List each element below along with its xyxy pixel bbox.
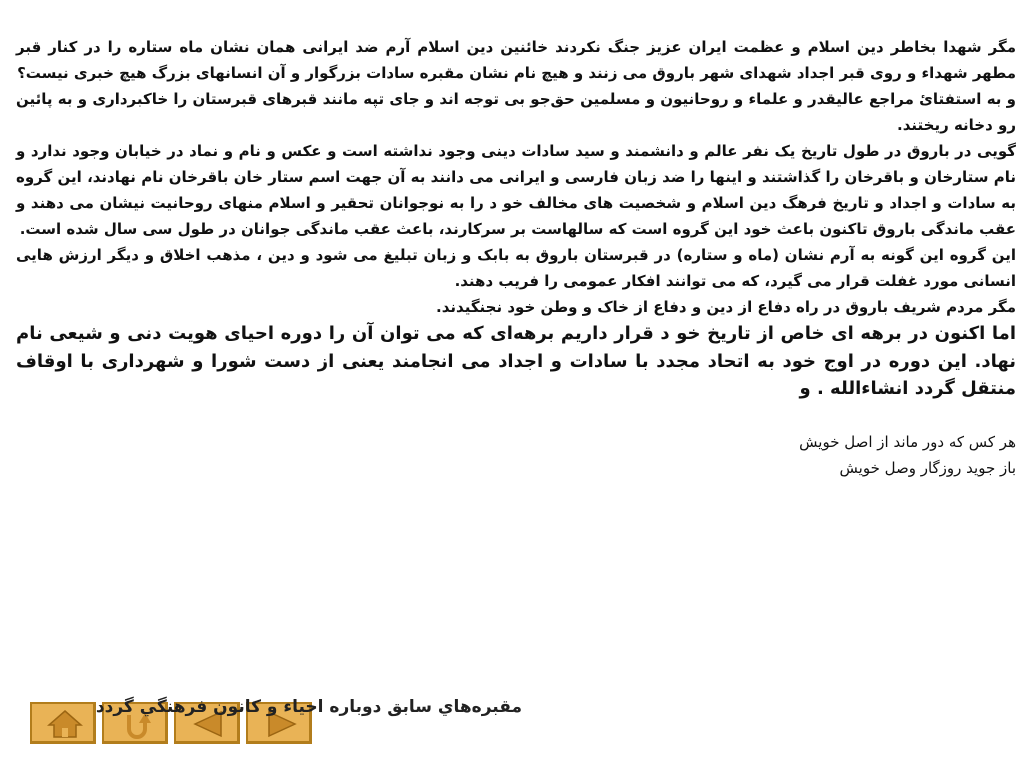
paragraph-4: این گروه این گونه به آرم نشان (ماه و ستاره) در قبرستان باروق به بابک و زبان تبلیغ می شود و دین ، مذهب اخلاق و دیگر ارزش هایی انسانی مورد غفلت قرار می گیرد، که می توانند افکار عمومی را فریب دهند.: [16, 246, 1016, 290]
poem-line-1: هر کس که دور ماند از اصل خویش: [799, 432, 1016, 451]
slide-caption: مقبره‌هاي سابق دوباره احياء و كانون فرهنگي گردد: [95, 697, 522, 717]
emphasized-paragraph: اما اکنون در برهه ای خاص از تاریخ خو د قرار داریم برهه‌ای که می توان آن را دوره احیای هویت دنی و شیعی نام نهاد. این دوره در اوج خود به اتحاد مجدد با سادات و اجداد می انجامند یعنی از دست شورا و شهرداری با اوقاف منتقل گردد انشاءالله . و: [16, 323, 1016, 399]
paragraph-1: مگر شهدا بخاطر دین اسلام و عظمت ایران عزیز جنگ نکردند خائنین دین اسلام آرم ضد ایرانی همان نشان ماه ستاره را در کنار قبر مطهر شهداء و روی قبر اجداد شهدای شهر باروق می زنند و هیچ نام نشان مقبره سادات بزرگوار و آن انسانهای بزرگ هیچ خبری نیست؟: [16, 38, 1016, 82]
paragraph-3: گویی در باروق در طول تاریخ یک نفر عالم و دانشمند و سید سادات دینی وجود نداشته است و عکس و نام و نماد در خیابان وجود ندارد و نام ستارخان و باقرخان را گذاشتند و اینها را ضد زبان فارسی و ایرانی می دانند به آن جهت اسم ستار خان باقرخان نام نهادند، این گروه به سادات و اجداد و تاریخ فرهگ دین اسلام و شخصیت های مخالف خو د را به نوجوانان تحقیر و اسلام منهای روحانیت نیشان می دهند و عقب ماندگی باروق تاکنون باعث خود این گروه است که سالهاست بر سرکارند، باعث عقب ماندگی جوانان در طول سی سال شده است.: [16, 142, 1016, 238]
paragraph-2: و به استفتائ مراجع عالیقدر و علماء و روحانیون و مسلمین حق‌جو بی توجه اند و جای تپه مانند قبرهای قبرستان را خاکبرداری و به پائین رو دخانه ریختند.: [16, 90, 1016, 134]
poem-line-2: باز جوید روزگار وصل خویش: [839, 458, 1016, 477]
paragraph-5: مگر مردم شریف باروق در راه دفاع از دین و دفاع از خاک و وطن خود نجنگیدند.: [436, 298, 1016, 316]
document-body: [16, 34, 1016, 481]
